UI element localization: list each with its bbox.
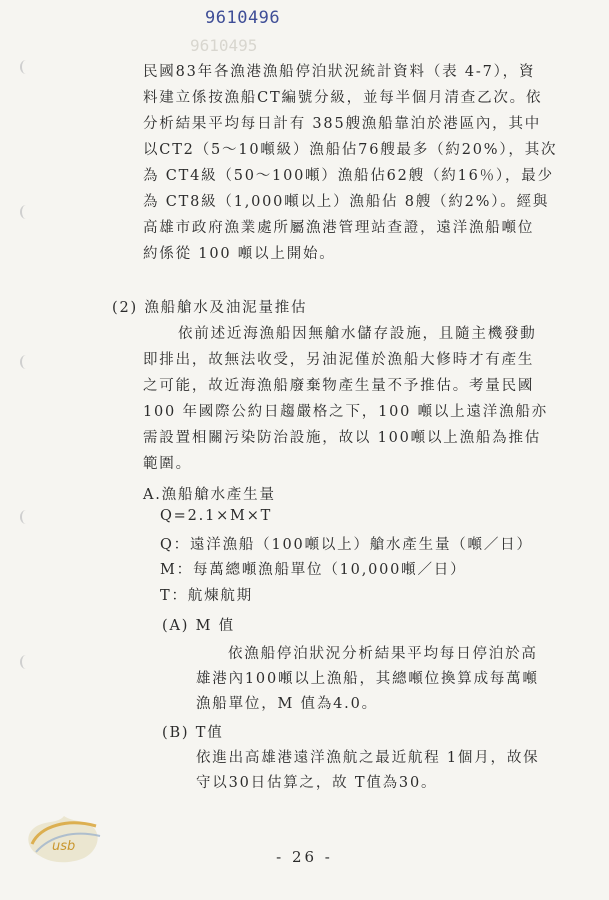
page-number: - 26 - (276, 848, 333, 866)
svg-text:usb: usb (52, 839, 76, 854)
paragraph-line: 民國83年各漁港漁船停泊狀況統計資料（表 4-7），資 (143, 64, 536, 80)
paragraph-line: 之可能，故近海漁船廢棄物產生量不予推估。考量民國 (143, 378, 535, 394)
paragraph-line: 100 年國際公約日趨嚴格之下，100 噸以上遠洋漁船亦 (143, 404, 548, 420)
definition-line: Q：遠洋漁船（100噸以上）艙水產生量（噸／日） (160, 537, 533, 553)
bleed-through-stamp: 9610495 (190, 36, 258, 55)
definition-line: T：航煉航期 (160, 588, 253, 604)
formula: Q=2.1×M×T (160, 508, 273, 524)
punch-hole-mark (20, 60, 32, 74)
definition-line: M：每萬總噸漁船單位（10,000噸／日） (160, 562, 467, 578)
paragraph-line: 分析結果平均每日計有 385艘漁船靠泊於港區內，其中 (143, 116, 542, 132)
paragraph-line: 即排出，故無法收受，另油泥僅於漁船大修時才有產生 (143, 352, 535, 368)
item-a-label: (A) M 值 (162, 618, 235, 634)
item-b-line: 依進出高雄港遠洋漁航之最近航程 1個月，故保 (196, 750, 540, 766)
paragraph-line: 範圍。 (143, 456, 192, 472)
section-heading: (2) 漁船艙水及油泥量推估 (112, 300, 308, 316)
punch-hole-mark (20, 510, 32, 524)
paragraph-line: 高雄市政府漁業處所屬漁港管理站查證，遠洋漁船噸位 (143, 220, 535, 236)
paragraph-line: 依前述近海漁船因無艙水儲存設施，且隨主機發動 (178, 326, 537, 342)
punch-hole-mark (20, 205, 32, 219)
item-b-label: (B) T值 (162, 725, 224, 741)
paragraph-line: 料建立係按漁船CT編號分級，並每半個月清查乙次。依 (143, 90, 543, 106)
paragraph-line: 以CT2（5～10噸級）漁船佔76艘最多（約20%），其次 (143, 142, 558, 158)
paragraph-line: 為 CT8級（1,000噸以上）漁船佔 8艘（約2%）。經與 (143, 194, 550, 210)
item-a-line: 依漁船停泊狀況分析結果平均每日停泊於高 (228, 646, 538, 662)
paragraph-line: 為 CT4級（50～100噸）漁船佔62艘（約16％），最少 (143, 168, 554, 184)
item-a-line: 漁船單位，M 值為4.0。 (196, 696, 378, 712)
punch-hole-mark (20, 355, 32, 369)
item-a-line: 雄港內100噸以上漁船，其總噸位換算成每萬噸 (196, 671, 539, 687)
document-stamp-number: 9610496 (205, 8, 281, 28)
paragraph-line: 需設置相關污染防治設施，故以 100噸以上漁船為推估 (143, 430, 542, 446)
subheading-a: A.漁船艙水產生量 (143, 487, 276, 503)
paragraph-line: 約係從 100 噸以上開始。 (143, 246, 336, 262)
punch-hole-mark (20, 655, 32, 669)
item-b-line: 守以30日估算之，故 T值為30。 (196, 775, 438, 791)
